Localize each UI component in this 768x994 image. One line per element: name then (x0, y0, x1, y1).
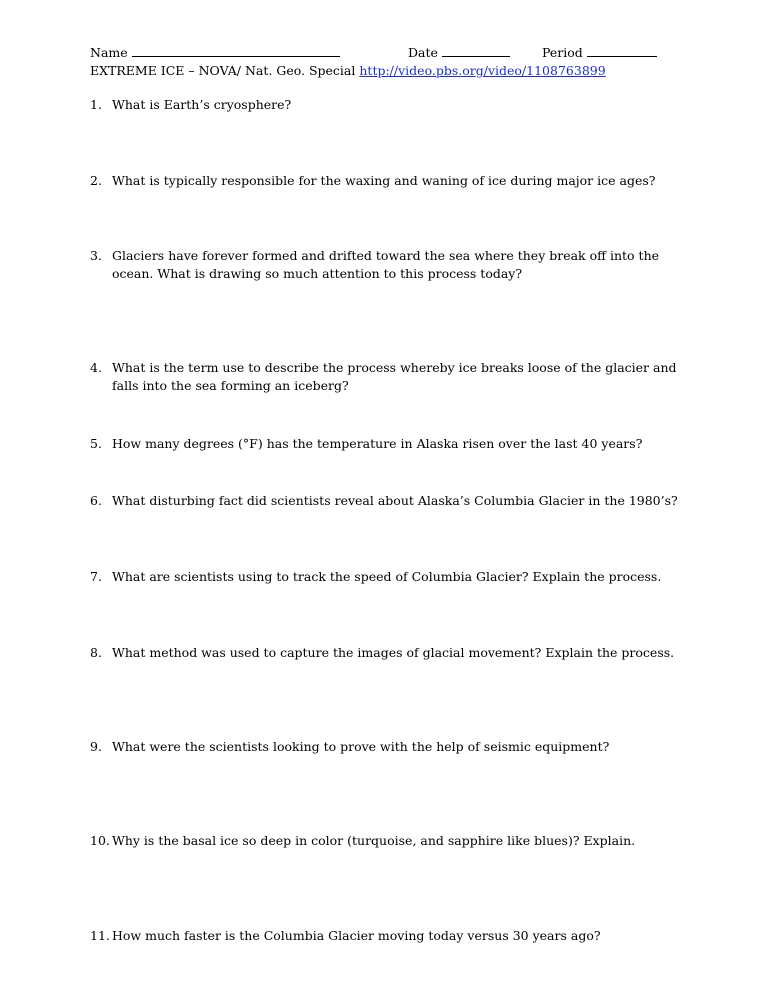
question-number: 4. (90, 360, 102, 375)
date-field (408, 44, 510, 62)
question-text: Why is the basal ice so deep in color (turquoise, and sapphire like blues)? Explain. (112, 833, 636, 848)
question-number: 2. (90, 173, 102, 188)
name-label: Name (90, 45, 128, 60)
question-number: 1. (90, 97, 102, 112)
date-blank (442, 44, 510, 57)
question-number: 9. (90, 739, 102, 754)
question-text: What are scientists using to track the speed of Columbia Glacier? Explain the process. (112, 569, 662, 584)
question-number: 10. (90, 833, 110, 848)
question-number: 6. (90, 493, 102, 508)
question-11 (90, 927, 702, 945)
question-8 (90, 644, 702, 662)
period-label: Period (542, 45, 583, 60)
question-text: How much faster is the Columbia Glacier moving today versus 30 years ago? (112, 928, 601, 943)
question-9 (90, 738, 702, 756)
video-link[interactable]: http://video.pbs.org/video/1108763899 (359, 63, 606, 78)
question-text: What is the term use to describe the process whereby ice breaks loose of the glacier and falls into the sea forming an iceberg? (112, 360, 677, 393)
title-line (90, 62, 606, 80)
date-label: Date (408, 45, 438, 60)
question-number: 3. (90, 248, 102, 263)
question-2 (90, 172, 702, 190)
question-number: 5. (90, 436, 102, 451)
question-4 (90, 359, 702, 395)
name-field (90, 44, 340, 62)
question-7 (90, 568, 702, 586)
question-text: What method was used to capture the images of glacial movement? Explain the process. (112, 645, 675, 660)
period-blank (587, 44, 657, 57)
question-number: 7. (90, 569, 102, 584)
period-field (542, 44, 657, 62)
question-10 (90, 832, 702, 850)
worksheet-title: EXTREME ICE – NOVA/ Nat. Geo. Special (90, 63, 356, 78)
question-1 (90, 96, 702, 114)
question-text: What is Earth’s cryosphere? (112, 97, 292, 112)
question-text: What were the scientists looking to prove with the help of seismic equipment? (112, 739, 610, 754)
question-number: 8. (90, 645, 102, 660)
question-5 (90, 435, 702, 453)
question-6 (90, 492, 702, 510)
question-text: Glaciers have forever formed and drifted toward the sea where they break off into the ocean. What is drawing so much attention to this process today? (112, 248, 660, 281)
question-number: 11. (90, 928, 110, 943)
name-blank (132, 44, 340, 57)
question-3 (90, 247, 702, 283)
question-text: What disturbing fact did scientists reveal about Alaska’s Columbia Glacier in the 1980’s? (112, 493, 678, 508)
question-text: How many degrees (°F) has the temperature in Alaska risen over the last 40 years? (112, 436, 643, 451)
question-text: What is typically responsible for the waxing and waning of ice during major ice ages? (112, 173, 656, 188)
